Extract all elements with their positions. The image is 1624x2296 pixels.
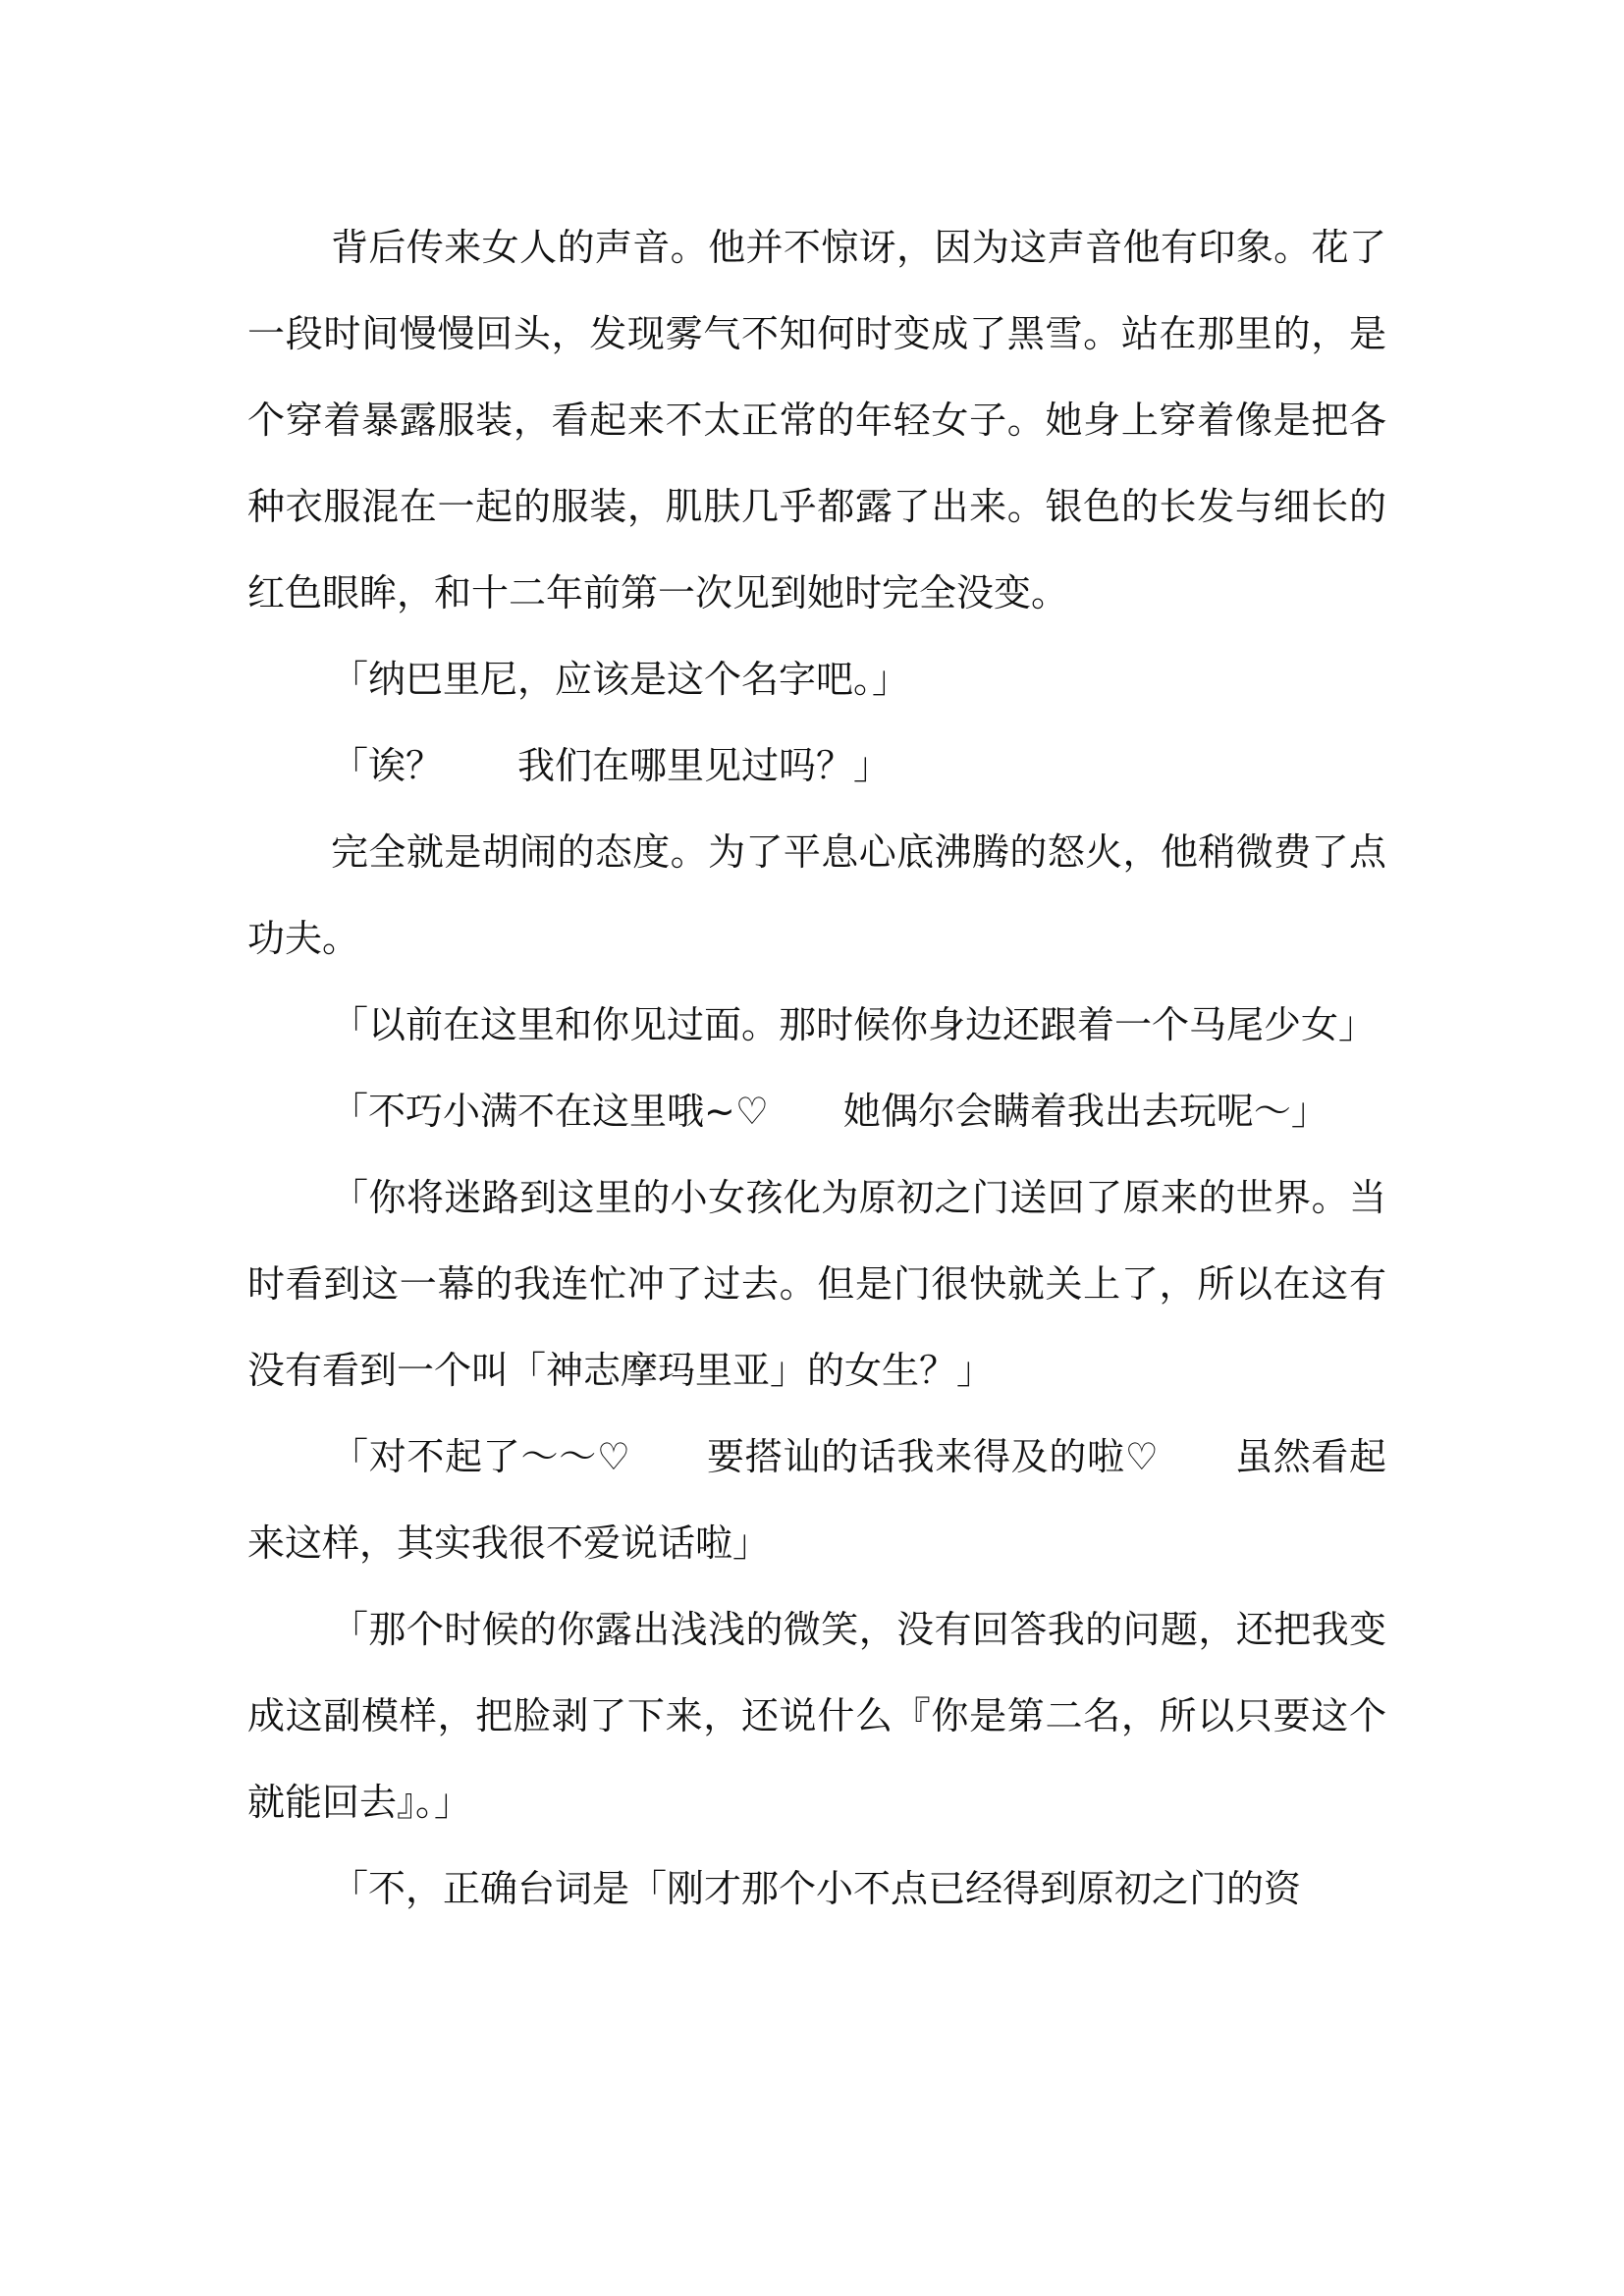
document-page [247, 204, 1386, 1932]
paragraph-2: 「纳巴里尼，应该是这个名字吧。」 [331, 658, 910, 701]
paragraph-3: 「诶？ 我们在哪里见过吗？」 [331, 744, 892, 787]
paragraph-10: 「不，正确台词是「刚才那个小不点已经得到原初之门的资 [331, 1867, 1302, 1910]
paragraph-7: 「你将迷路到这里的小女孩化为原初之门送回了原来的世界。当时看到这一幕的我连忙冲了过去。但是门很快就关上了，所以在这有没有看到一个叫「神志摩玛里亚」的女生？」 [247, 1176, 1386, 1392]
paragraph-8: 「对不起了～～♡ 要搭讪的话我来得及的啦♡ 虽然看起来这样，其实我很不爱说话啦」 [247, 1435, 1386, 1565]
paragraph-4: 完全就是胡闹的态度。为了平息心底沸腾的怒火，他稍微费了点功夫。 [247, 830, 1386, 960]
paragraph-5: 「以前在这里和你见过面。那时候你身边还跟着一个马尾少女」 [331, 1003, 1377, 1046]
paragraph-6: 「不巧小满不在这里哦~♡ 她偶尔会瞒着我出去玩呢～」 [331, 1090, 1328, 1133]
paragraph-9: 「那个时候的你露出浅浅的微笑，没有回答我的问题，还把我变成这副模样，把脸剥了下来，还说什么『你是第二名，所以只要这个就能回去』。」 [247, 1608, 1386, 1824]
paragraph-1: 背后传来女人的声音。他并不惊讶，因为这声音他有印象。花了一段时间慢慢回头，发现雾气不知何时变成了黑雪。站在那里的，是个穿着暴露服装，看起来不太正常的年轻女子。她身上穿着像是把各种衣服混在一起的服装，肌肤几乎都露了出来。银色的长发与细长的红色眼眸，和十二年前第一次见到她时完全没变。 [247, 226, 1386, 614]
